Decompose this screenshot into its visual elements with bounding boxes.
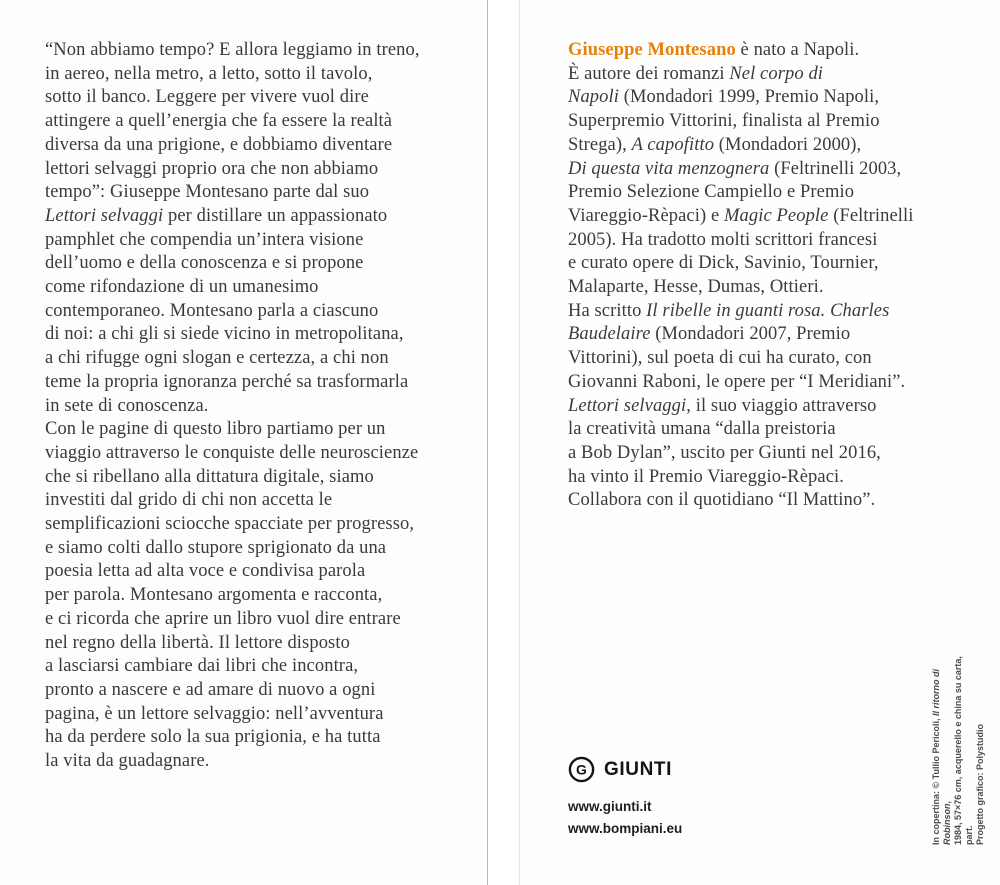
giunti-logo-text: GIUNTI xyxy=(604,758,672,780)
giunti-logo-letter: G xyxy=(576,761,587,778)
author-bio-text: Giuseppe Montesano è nato a Napoli. È autore dei romanzi Nel corpo di Napoli (Mondadori 1999, Premio Napoli, Superpremio Vittorini, finalista al Premio Strega), A capofitto (Mondadori 2000), Di questa vita menzognera (Feltrinelli 2003, Premio Selezione Campiello e Premio Viareggio-Rèpaci) e Magic People (Feltrinelli 2005). Ha tradotto molti scrittori francesi e curato opere di Dick, Savinio, Tournier, Malaparte, Hesse, Dumas, Ottieri. Ha scritto Il ribelle in guanti rosa. Charles Baudelaire (Mondadori 2007, Premio Vittorini), sul poeta di cui ha curato, con Giovanni Raboni, le opere per “I Meridiani”. Lettori selvaggi, il suo viaggio attraverso la creatività umana “dalla preistoria a Bob Dylan”, uscito per Giunti nel 2016, ha vinto il Premio Viareggio-Rèpaci. Collabora con il quotidiano “Il Mattino”. xyxy=(568,40,914,511)
cover-credit-vertical-text: In copertina: © Tullio Pericoli, Il ritorno di Robinson, 1984, 57×76 cm, acquerello e china su carta, part. Progetto grafico: Polystudio xyxy=(931,656,985,845)
giunti-circle-g-icon xyxy=(568,756,595,783)
left-flap xyxy=(0,0,487,885)
right-flap xyxy=(520,0,1000,885)
bompiani-url: www.bompiani.eu xyxy=(568,821,683,836)
publisher-urls xyxy=(568,796,682,840)
publisher-block xyxy=(568,756,682,840)
giunti-url: www.giunti.it xyxy=(568,799,652,814)
giunti-logo xyxy=(568,756,682,783)
left-flap-blurb-text: “Non abbiamo tempo? E allora leggiamo in treno, in aereo, nella metro, a letto, sotto il tavolo, sotto il banco. Leggere per vivere vuol dire attingere a quell’energia che fa essere la realtà diversa da una prigione, e dobbiamo diventare lettori selvaggi proprio ora che non abbiamo tempo”: Giuseppe Montesano parte dal suo Lettori selvaggi per distillare un appassionato pamphlet che compendia un’intera visione dell’uomo e della conoscenza e si propone come rifondazione di un umanesimo contemporaneo. Montesano parla a ciascuno di noi: a chi gli si siede vicino in metropolitana, a chi rifugge ogni slogan e certezza, a chi non teme la propria ignoranza perché sa trasformarla in sete di conoscenza. Con le pagine di questo libro partiamo per un viaggio attraverso le conquiste delle neuroscienze che si ribellano alla dittatura digitale, siamo investiti dal grido di chi non accetta le semplificazioni sciocche spacciate per progresso, e siamo colti dallo stupore sprigionato da una poesia letta ad alta voce e condivisa parola per parola. Montesano argomenta e racconta, e ci ricorda che aprire un libro vuol dire entrare nel regno della libertà. Il lettore disposto a lasciarsi cambiare dai libri che incontra, pronto a nascere e ad amare di nuovo a ogni pagina, è un lettore selvaggio: nell’avventura ha da perdere solo la sua prigionia, e ha tutta la vita da guadagnare. xyxy=(45,40,420,772)
spine-fold xyxy=(487,0,520,885)
